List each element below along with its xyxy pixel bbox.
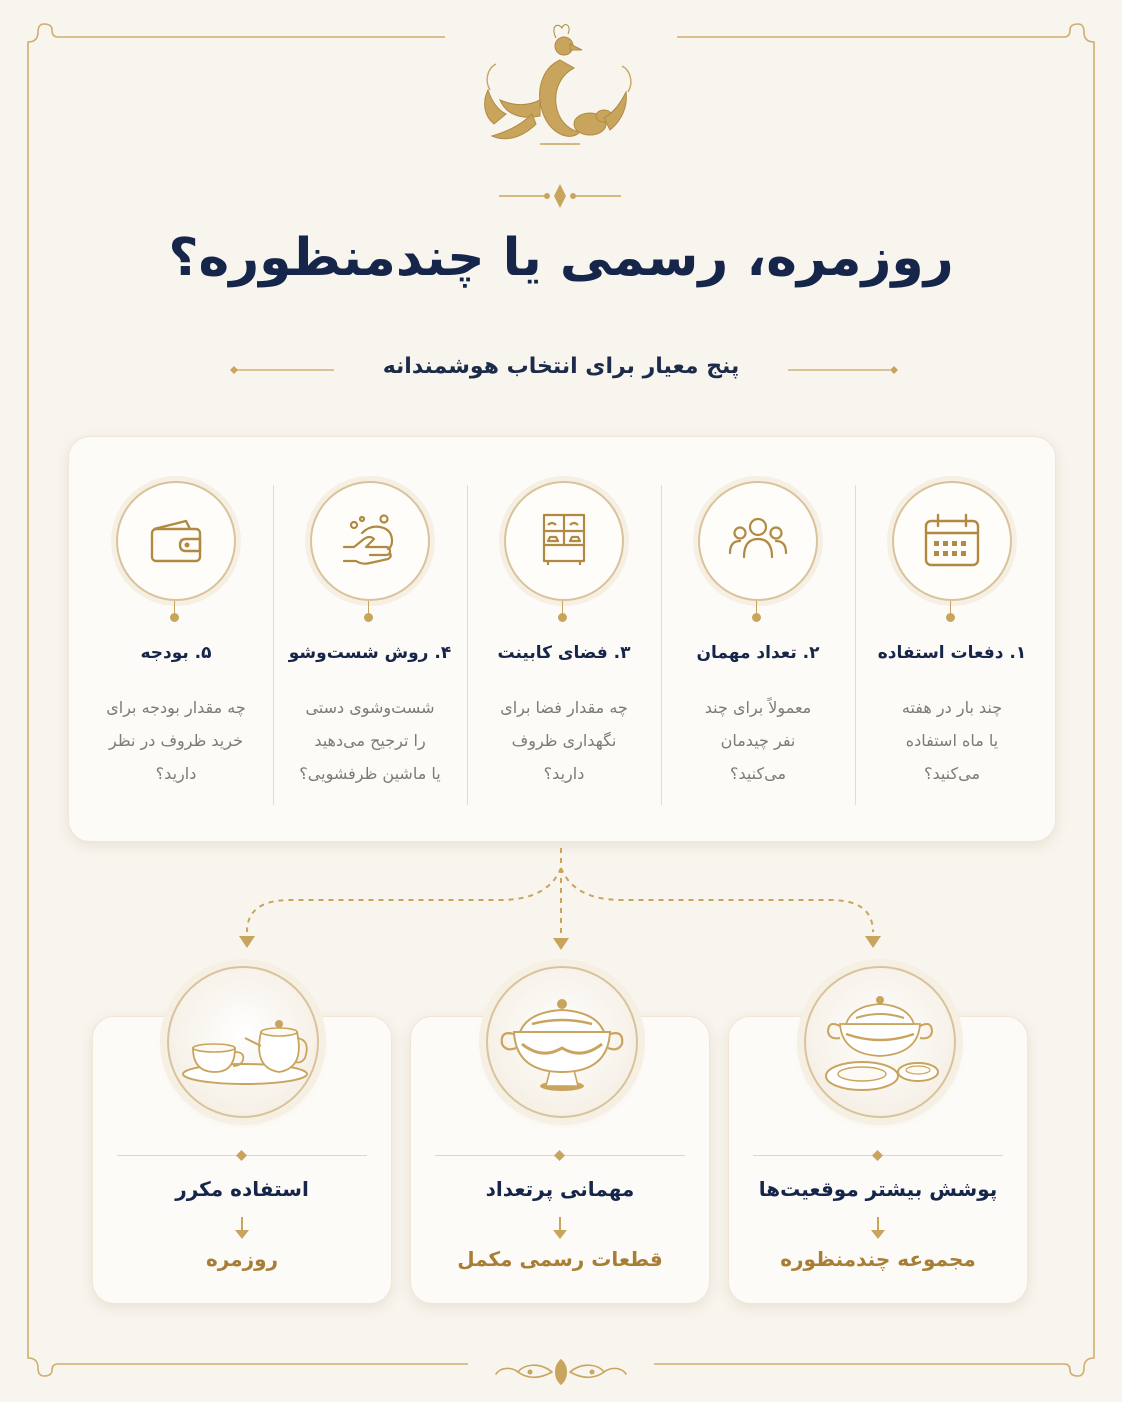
connector-dot	[558, 613, 567, 622]
criterion-description	[869, 691, 1035, 790]
cabinet-icon	[534, 511, 594, 571]
wallet-icon	[146, 511, 206, 571]
icon-circle	[116, 481, 236, 601]
bottom-ornament-icon	[490, 1354, 632, 1390]
diamond-icon	[236, 1150, 247, 1161]
criterion-line: می‌کنید؟	[729, 764, 787, 783]
result-condition: پوشش بیشتر موقعیت‌ها	[758, 1177, 998, 1201]
result-recommendation: روزمره	[205, 1247, 279, 1271]
criterion-washing	[273, 437, 467, 841]
arrow-down-icon	[550, 1215, 570, 1241]
criterion-line: چه مقدار فضا برای	[500, 698, 628, 717]
tureen-image	[486, 966, 638, 1118]
criterion-title: ۳. فضای کابینت	[497, 643, 631, 663]
criterion-line: نگهداری ظروف	[511, 731, 617, 750]
subtitle-line-right	[786, 362, 902, 378]
criterion-description	[481, 691, 647, 790]
criterion-line: شست‌وشوی دستی	[305, 698, 435, 717]
criterion-title: ۲. تعداد مهمان	[696, 643, 820, 663]
subtitle: پنج معیار برای انتخاب هوشمندانه	[382, 354, 740, 379]
criterion-title: ۴. روش شست‌وشو	[288, 643, 452, 663]
criterion-line: نفر چیدمان	[720, 731, 796, 750]
criterion-frequency	[855, 437, 1049, 841]
criterion-guests	[661, 437, 855, 841]
calendar-icon	[922, 511, 982, 571]
diamond-icon	[872, 1150, 883, 1161]
arrow-down-icon	[868, 1215, 888, 1241]
icon-circle	[504, 481, 624, 601]
connector-dot	[752, 613, 761, 622]
connector-dot	[170, 613, 179, 622]
peacock-emblem-icon	[470, 20, 650, 155]
icon-circle	[698, 481, 818, 601]
flow-arrows	[0, 840, 1122, 960]
people-icon	[728, 511, 788, 571]
criterion-line: را ترجیح می‌دهید	[314, 731, 426, 750]
criterion-cabinet	[467, 437, 661, 841]
criterion-line: دارید؟	[155, 764, 197, 783]
criterion-line: یا ماه استفاده	[905, 731, 999, 750]
criterion-title: ۱. دفعات استفاده	[877, 643, 1027, 663]
icon-circle	[892, 481, 1012, 601]
result-condition: مهمانی پرتعداد	[485, 1177, 635, 1201]
hand-washing-icon	[340, 511, 400, 571]
tureen-set-image	[804, 966, 956, 1118]
criterion-line: خرید ظروف در نظر	[109, 731, 243, 750]
arrow-down-icon	[232, 1215, 252, 1241]
connector-dot	[946, 613, 955, 622]
icon-circle	[310, 481, 430, 601]
criterion-title: ۵. بودجه	[140, 643, 212, 663]
criterion-line: می‌کنید؟	[923, 764, 981, 783]
criterion-line: معمولاً برای چند	[704, 698, 812, 717]
criterion-description	[675, 691, 841, 790]
criterion-description	[93, 691, 259, 790]
result-recommendation: قطعات رسمی مکمل	[457, 1247, 663, 1271]
subtitle-row	[0, 350, 1122, 390]
criterion-line: چه مقدار بودجه برای	[106, 698, 246, 717]
criterion-description	[287, 691, 453, 790]
diamond-icon	[554, 1150, 565, 1161]
criterion-line: چند بار در هفته	[901, 698, 1003, 717]
connector-dot	[364, 613, 373, 622]
tea-set-image	[167, 966, 319, 1118]
ornament-divider-icon	[495, 182, 625, 210]
criterion-budget	[79, 437, 273, 841]
page-title: روزمره، رسمی یا چندمنظوره؟	[168, 228, 954, 288]
criterion-line: دارید؟	[543, 764, 585, 783]
criterion-line: یا ماشین ظرفشویی؟	[299, 764, 441, 783]
criteria-card	[68, 436, 1056, 842]
result-condition: استفاده مکرر	[175, 1177, 309, 1201]
result-recommendation: مجموعه چندمنظوره	[780, 1247, 976, 1271]
